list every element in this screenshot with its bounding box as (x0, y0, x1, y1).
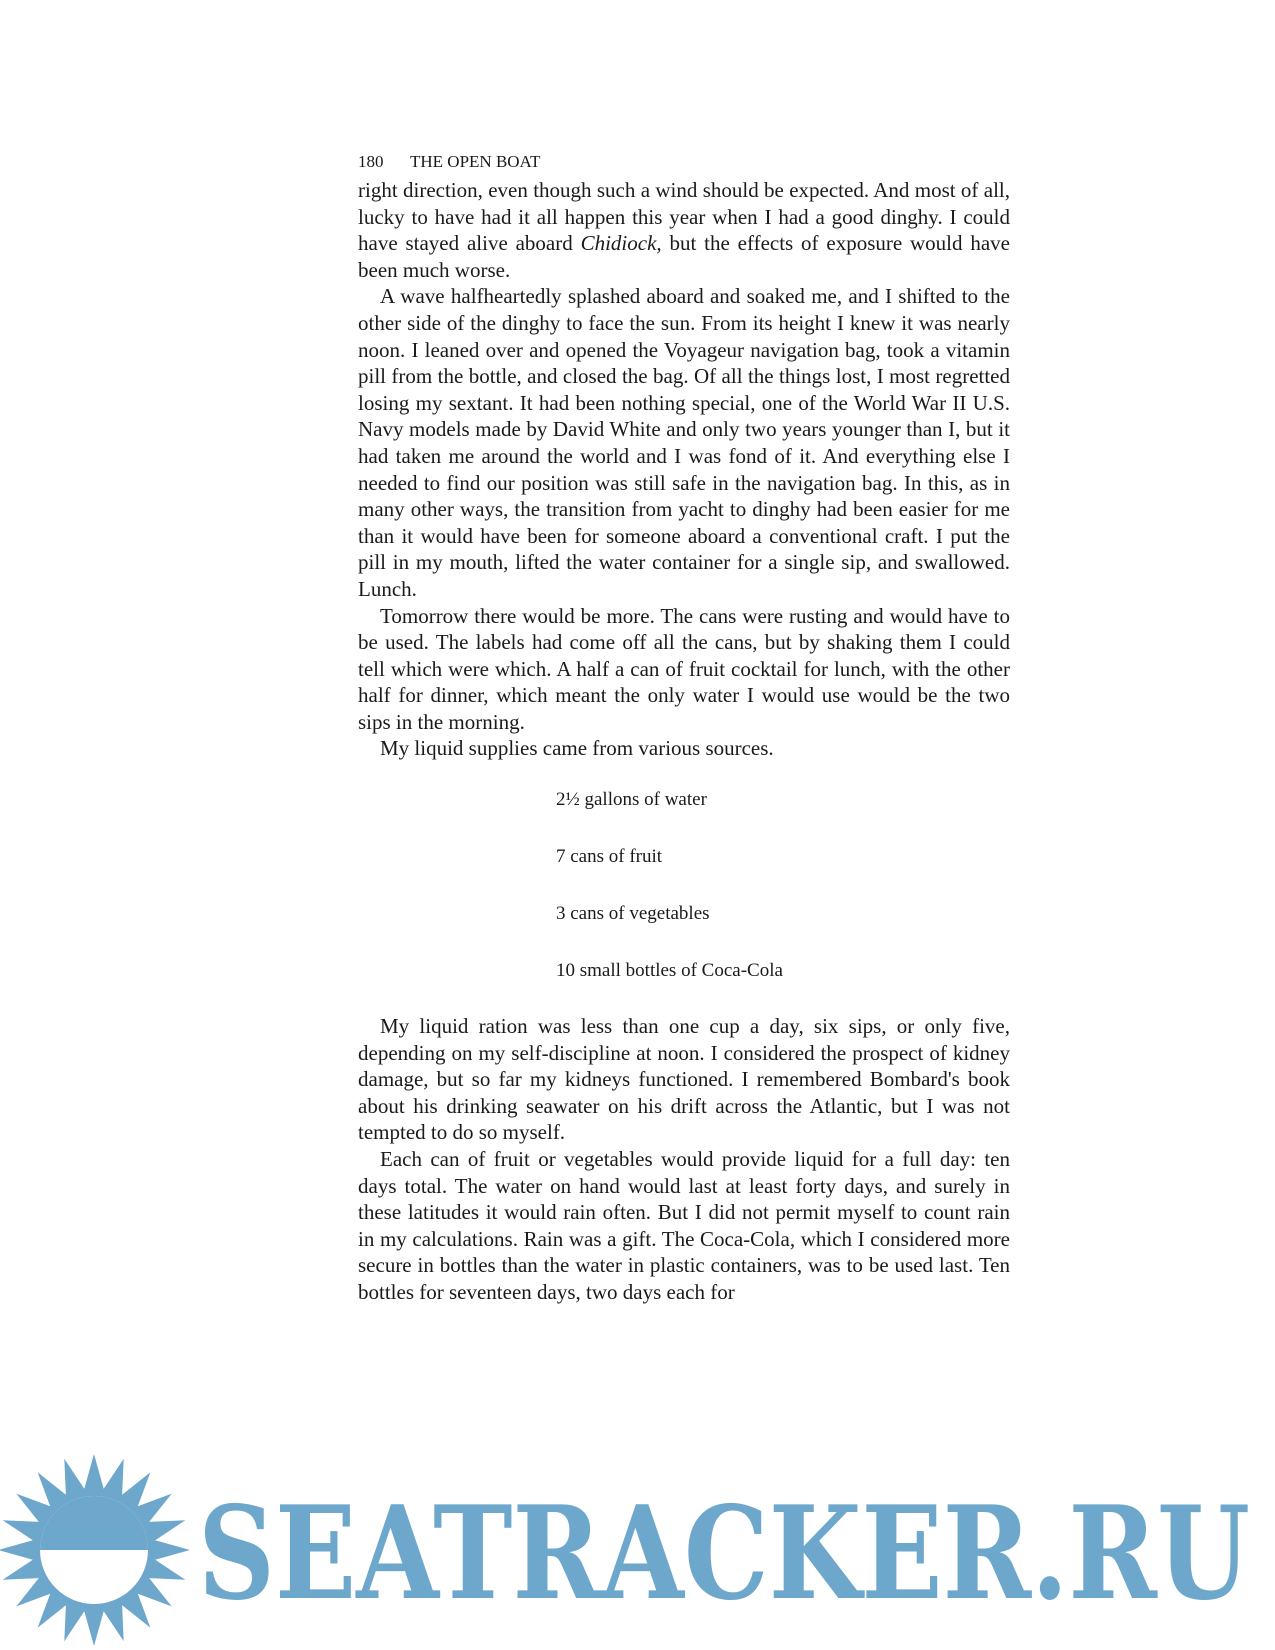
paragraph: A wave halfheartedly splashed aboard and soaked me, and I shifted to the other side of the dinghy to face the sun. From its height I knew it was nearly noon. I leaned over and opened the Voyageur navigation bag, took a vitamin pill from the bottle, and closed the bag. Of all the things lost, I most regretted losing my sextant. It had been nothing special, one of the World War II U.S. Navy models made by David White and only two years younger than I, but it had taken me around the world and I was fond of it. And everything else I needed to find our position was still safe in the navigation bag. In this, as in many other ways, the transition from yacht to dinghy had been easier for me than it would have been for someone aboard a conventional craft. I put the pill in my mouth, lifted the water container for a single sip, and swallowed. Lunch. (358, 284, 1010, 601)
paragraph-text: right direction, even though such a wind should be expected. And most of all, lucky to have had it all happen this year when I had a good dinghy. I could have stayed alive aboard (358, 178, 1010, 256)
paragraph-text: but the effects of exposure would have been much worse. (358, 231, 1010, 282)
running-header (358, 150, 1010, 174)
running-title: THE OPEN BOAT (410, 152, 541, 171)
paragraph: My liquid supplies came from various sources. (380, 736, 774, 761)
boat-name-italic: Chidiock, (580, 231, 662, 256)
book-page (358, 150, 1010, 1306)
watermark-banner (0, 1450, 1275, 1650)
list-item: 7 cans of fruit (556, 846, 663, 868)
list-item: 10 small bottles of Coca-Cola (556, 960, 783, 982)
list-item: 2½ gallons of water (556, 789, 707, 811)
paragraph-continued (358, 177, 1010, 283)
paragraph: Each can of fruit or vegetables would provide liquid for a full day: ten days total. The water on hand would last at least forty days, and surely in these latitudes it would rain often. But I did not permit myself to count rain in my calculations. Rain was a gift. The Coca-Cola, which I considered more secure in bottles than the water in plastic containers, was to be used last. Ten bottles for seventeen days, two days each for (358, 1147, 1010, 1304)
list-item: 3 cans of vegetables (556, 903, 710, 925)
paragraph: Tomorrow there would be more. The cans were rusting and would have to be used. The labels had come off all the cans, but by shaking them I could tell which were which. A half a can of fruit cocktail for lunch, with the other half for dinner, which meant the only water I would use would be the two sips in the morning. (358, 603, 1010, 734)
page-number: 180 (358, 152, 384, 171)
watermark-text: SEATRACKER.RU (198, 1479, 1250, 1629)
liquid-supplies-list (556, 788, 1010, 983)
paragraph: My liquid ration was less than one cup a day, six sips, or only five, depending on my self-discipline at noon. I considered the prospect of kidney damage, but so far my kidneys functioned. I remembered Bombard's book about his drinking seawater on his drift across the Atlantic, but I was not tempted to do so myself. (358, 1014, 1010, 1145)
sun-icon (0, 1454, 190, 1646)
